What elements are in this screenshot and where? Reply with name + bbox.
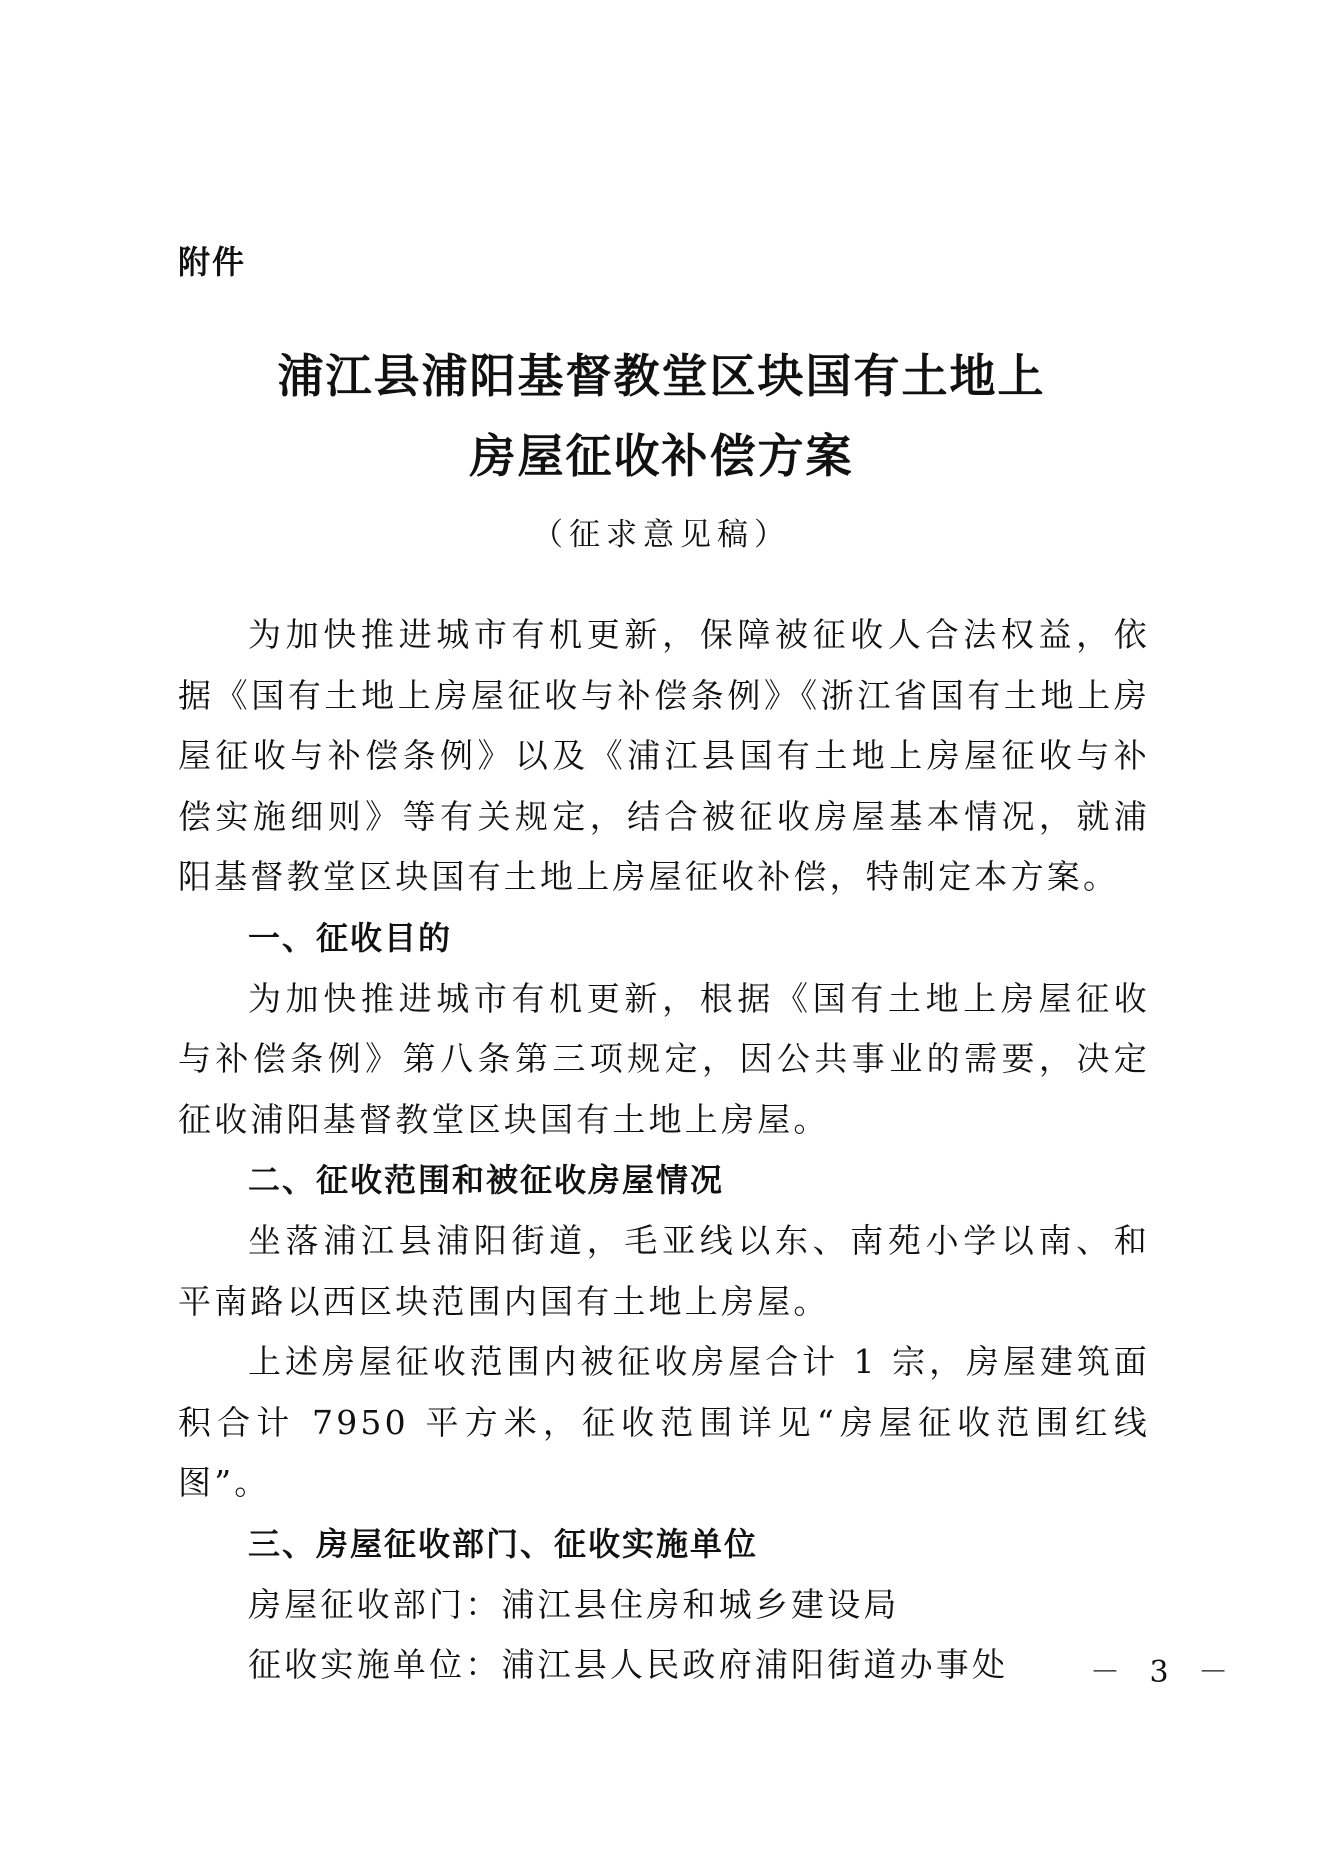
- intro-paragraph: 为加快推进城市有机更新，保障被征收人合法权益，依据《国有土地上房屋征收与补偿条例》《浙江省国有土地上房屋征收与补偿条例》以及《浦江县国有土地上房屋征收与补偿实施细则》等有关规定，结合被征收房屋基本情况，就浦阳基督教堂区块国有土地上房屋征收补偿，特制定本方案。: [178, 615, 1150, 897]
- page-number: － 3 －: [1090, 1655, 1239, 1690]
- document-body: [178, 605, 1150, 1696]
- section-1-paragraph: 为加快推进城市有机更新，根据《国有土地上房屋征收与补偿条例》第八条第三项规定，因公共事业的需要，决定征收浦阳基督教堂区块国有土地上房屋。: [178, 978, 1150, 1139]
- section-2-paragraph-2: 上述房屋征收范围内被征收房屋合计 1 宗，房屋建筑面积合计 7950 平方米，征收范围详见“房屋征收范围红线图”。: [178, 1342, 1150, 1503]
- section-heading-3: 三、房屋征收部门、征收实施单位: [248, 1524, 759, 1563]
- section-3-department: 房屋征收部门：浦江县住房和城乡建设局: [248, 1584, 900, 1624]
- document-title-line1: 浦江县浦阳基督教堂区块国有土地上: [277, 349, 1046, 403]
- attachment-label: 附件: [178, 243, 247, 281]
- section-heading-2: 二、征收范围和被征收房屋情况: [248, 1161, 725, 1200]
- section-2-paragraph-1: 坐落浦江县浦阳街道，毛亚线以东、南苑小学以南、和平南路以西区块范围内国有土地上房屋。: [178, 1220, 1150, 1321]
- document-title-line2: 房屋征收补偿方案: [469, 429, 854, 483]
- section-heading-1: 一、征收目的: [248, 918, 453, 957]
- document-subtitle: （征求意见稿）: [532, 517, 791, 553]
- section-3-implementing-unit: 征收实施单位：浦江县人民政府浦阳街道办事处: [248, 1645, 1009, 1685]
